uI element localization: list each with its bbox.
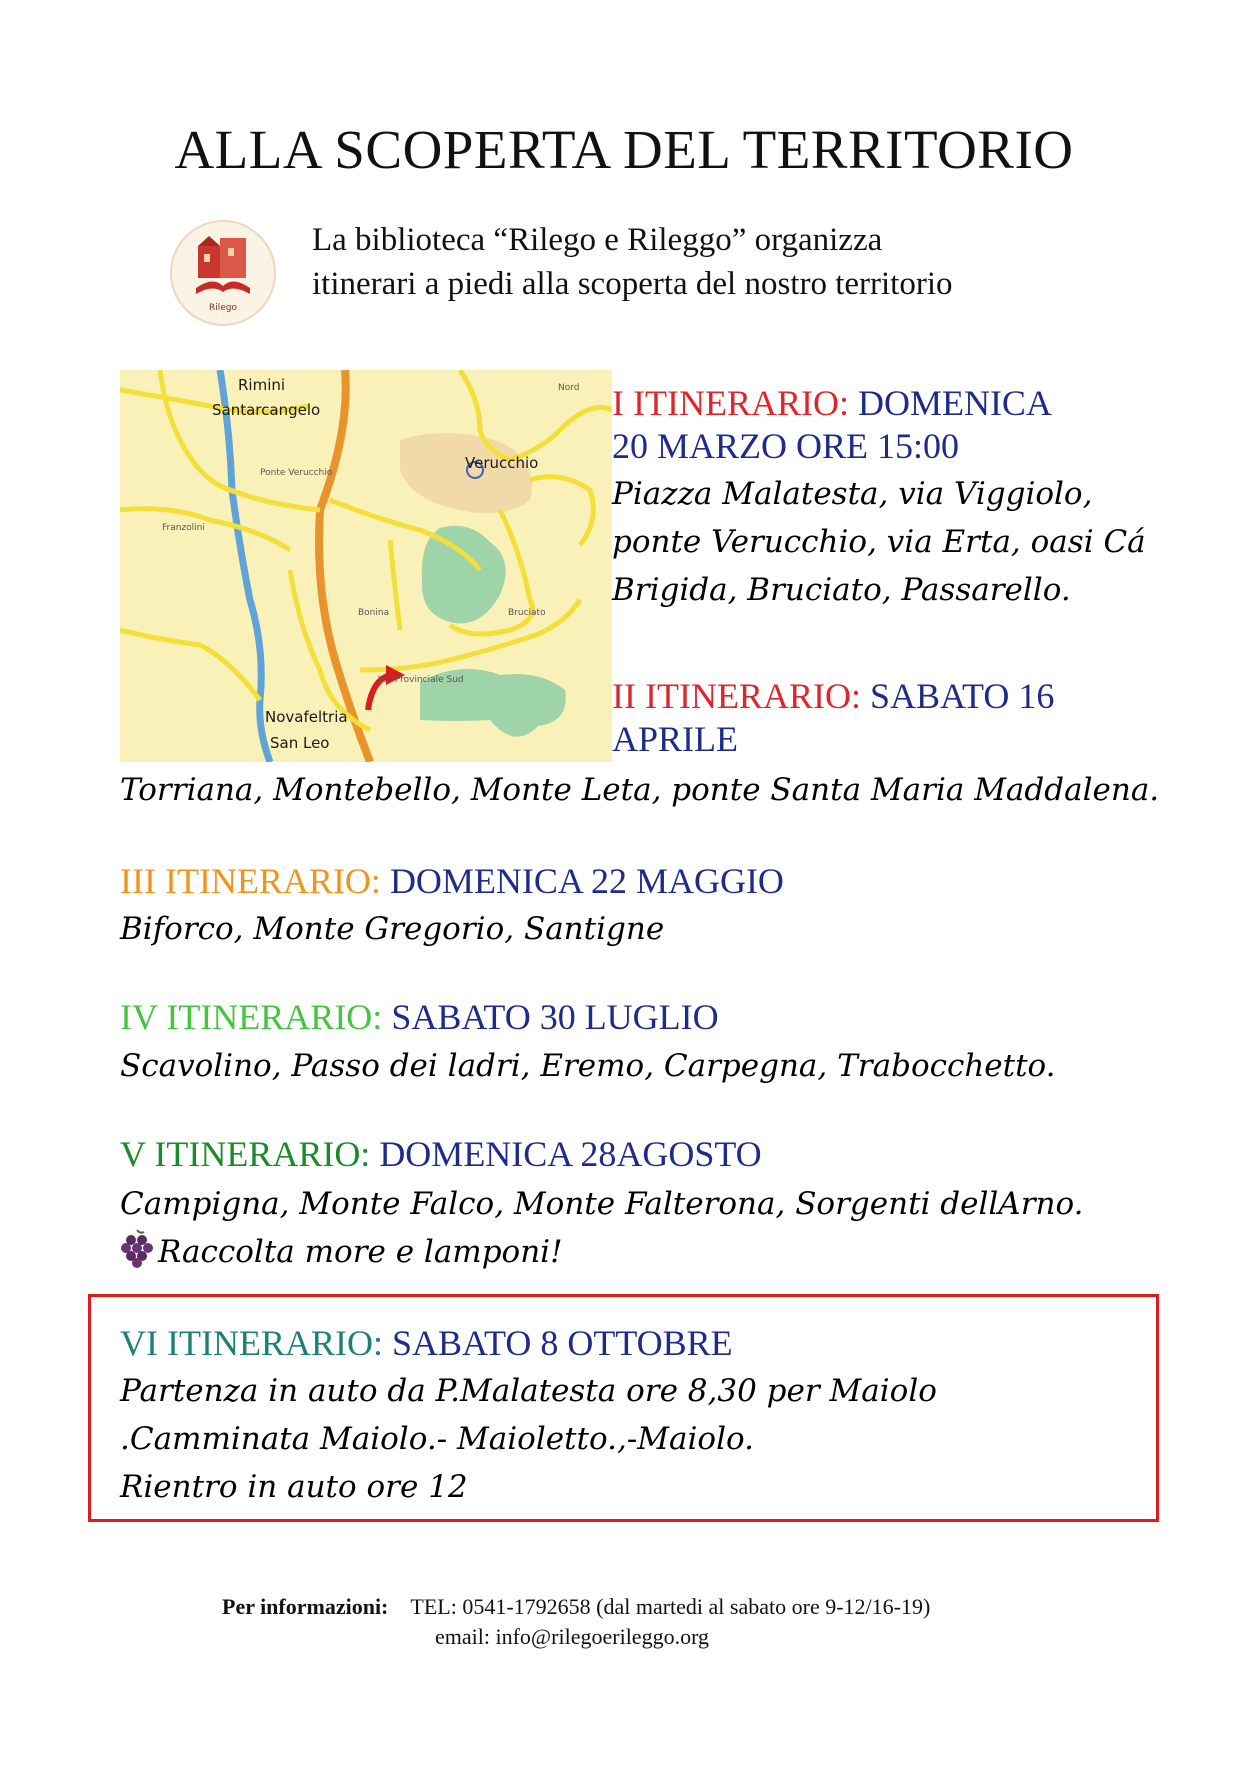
itinerary-3-number: III ITINERARIO: [120, 861, 381, 901]
map-label-san-leo: San Leo [270, 734, 330, 752]
itinerary-5-heading [120, 1133, 762, 1176]
itinerary-1-heading [612, 382, 1052, 425]
map-label-franzolini: Franzolini [162, 523, 205, 533]
itinerary-5-number: V ITINERARIO: [120, 1134, 371, 1174]
intro-line-1: La biblioteca “Rilego e Rileggo” organizza [312, 222, 883, 258]
itinerary-6-route: Partenza in auto da P.Malatesta ore 8,30 per Maiolo .Camminata Maiolo.- Maioletto.,-Maiolo. Rientro in auto ore 12 [120, 1373, 937, 1505]
itinerary-4-route: Scavolino, Passo dei ladri, Eremo, Carpegna, Trabocchetto. [120, 1048, 1056, 1084]
itinerary-3-route: Biforco, Monte Gregorio, Santigne [120, 911, 665, 947]
itinerary-2-date-line2: APRILE [612, 719, 738, 759]
itinerary-1-number: I ITINERARIO: [612, 383, 849, 423]
itinerary-4-number: IV ITINERARIO: [120, 997, 383, 1037]
map-label-nord: Nord [558, 383, 580, 393]
intro-line-2: itinerari a piedi alla scoperta del nostro territorio [312, 266, 953, 302]
contact-label: Per informazioni: [222, 1594, 389, 1619]
intro-text [312, 218, 953, 306]
page-title: ALLA SCOPERTA DEL TERRITORIO [174, 119, 1074, 180]
contact-phone: TEL: 0541-1792658 (dal martedi al sabato ore 9-12/16-19) [410, 1594, 931, 1619]
area-map [120, 370, 612, 762]
map-label-santarcangelo: Santarcangelo [212, 401, 321, 419]
itinerary-5-date: DOMENICA 28AGOSTO [379, 1134, 762, 1174]
map-label-rimini: Rimini [238, 376, 286, 394]
itinerary-2-number: II ITINERARIO: [612, 676, 861, 716]
itinerary-3-date: DOMENICA 22 MAGGIO [389, 861, 784, 901]
map-label-via-provinciale: Via Provinciale Sud [378, 675, 464, 685]
itinerary-5-note: Raccolta more e lamponi! [120, 1228, 1083, 1282]
itinerary-2-date: SABATO 16 [869, 676, 1055, 716]
map-label-bruciato: Bruciato [508, 608, 546, 618]
itinerary-4-heading [120, 996, 719, 1039]
itinerary-6-number: VI ITINERARIO: [120, 1323, 383, 1363]
grapes-icon [120, 1228, 154, 1282]
itinerary-1-route: Piazza Malatesta, via Viggiolo, ponte Verucchio, via Erta, oasi Cá Brigida, Bruciato, Passarello. [612, 476, 1146, 608]
contact-email[interactable]: email: info@rilegoerileggo.org [435, 1624, 710, 1649]
itinerary-3-heading [120, 860, 784, 903]
itinerary-1-date: DOMENICA [857, 383, 1052, 423]
itinerary-2-route: Torriana, Montebello, Monte Leta, ponte Santa Maria Maddalena. [120, 772, 1160, 808]
itinerary-2-heading [612, 675, 1054, 718]
map-label-novafeltria: Novafeltria [265, 708, 348, 726]
library-logo [168, 218, 278, 328]
itinerary-1-date-line2: 20 MARZO ORE 15:00 [612, 426, 960, 466]
itinerary-4-date: SABATO 30 LUGLIO [391, 997, 719, 1037]
contact-info [222, 1592, 930, 1652]
map-label-bonina: Bonina [358, 608, 390, 618]
itinerary-6-heading [120, 1322, 733, 1365]
map-label-verucchio: Verucchio [465, 454, 539, 472]
map-label-ponte-verucchio: Ponte Verucchio [260, 468, 333, 478]
itinerary-6-date: SABATO 8 OTTOBRE [391, 1323, 733, 1363]
svg-text:Rilego: Rilego [208, 303, 238, 313]
itinerary-5-route: Campigna, Monte Falco, Monte Falterona, Sorgenti dellArno. Raccolta more e lamponi! [120, 1180, 1083, 1282]
